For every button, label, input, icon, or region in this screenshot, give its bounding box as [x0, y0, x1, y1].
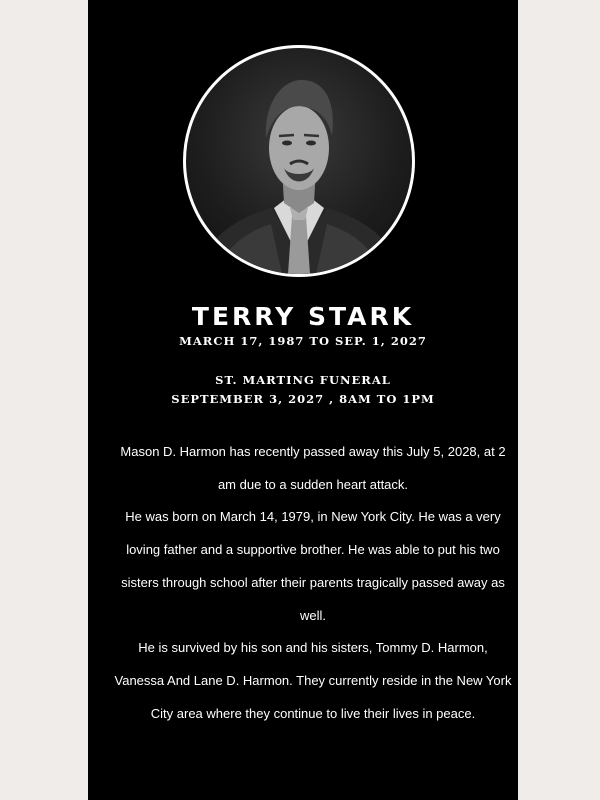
service-details: [88, 371, 518, 409]
obituary-paragraph: He was born on March 14, 1979, in New York City. He was a very loving father and a supportive brother. He was able to put his two sisters through school after their parents tragically passed away as well.: [121, 509, 505, 623]
service-venue: ST. MARTING FUNERAL: [215, 373, 391, 387]
obituary-paragraph: Mason D. Harmon has recently passed away this July 5, 2028, at 2 am due to a sudden heart attack.: [120, 444, 506, 492]
memorial-card: [88, 0, 518, 800]
service-datetime: SEPTEMBER 3, 2027 , 8AM TO 1PM: [171, 392, 435, 406]
portrait-photo: [183, 45, 415, 277]
obituary-paragraph: He is survived by his son and his sisters, Tommy D. Harmon, Vanessa And Lane D. Harmon. They currently reside in the New York City area where they continue to live their lives in peace.: [114, 640, 512, 721]
deceased-name: TERRY STARK: [191, 302, 415, 331]
life-dates: MARCH 17, 1987 TO SEP. 1, 2027: [179, 334, 427, 348]
portrait-illustration: [186, 48, 412, 274]
obituary-text: [114, 436, 512, 730]
